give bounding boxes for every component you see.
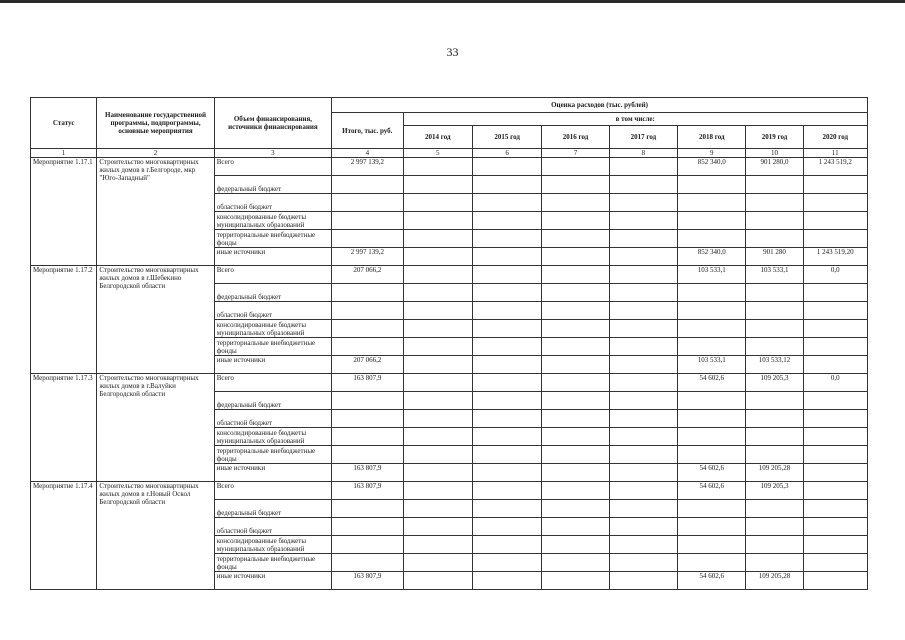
value-total [332,536,403,554]
column-number: 10 [746,149,803,158]
value-year-empty [609,356,677,374]
value-2020 [803,212,867,230]
value-2020 [803,428,867,446]
value-total [332,500,403,518]
value-2019 [746,302,803,320]
value-total [332,176,403,194]
value-total: 163 807,9 [332,572,403,590]
value-2019 [746,212,803,230]
value-year-empty [472,212,541,230]
value-year-empty [403,572,472,590]
financing-source: иные источники [214,464,331,482]
value-2019 [746,410,803,428]
value-year-empty [472,284,541,302]
value-year-empty [609,302,677,320]
header-row-1 [31,98,868,113]
value-year-empty [542,482,609,500]
value-year-empty [542,284,609,302]
value-year-empty [472,572,541,590]
financing-source: консолидированные бюджеты муниципальных образований [214,536,331,554]
financing-source: территориальные внебюджетные фонды [214,554,331,572]
column-number: 6 [472,149,541,158]
header-year: 2014 год [403,126,472,149]
value-total: 2 997 139,2 [332,158,403,176]
value-year-empty [542,212,609,230]
value-year-empty [609,248,677,266]
value-year-empty [472,176,541,194]
value-year-empty [403,374,472,392]
value-total [332,338,403,356]
value-2019: 109 205,28 [746,572,803,590]
header-year: 2018 год [678,126,746,149]
value-total: 163 807,9 [332,464,403,482]
value-2020 [803,464,867,482]
value-year-empty [403,248,472,266]
value-year-empty [403,446,472,464]
value-year-empty [472,554,541,572]
value-2018: 54 602,6 [678,572,746,590]
value-year-empty [542,464,609,482]
value-year-empty [472,266,541,284]
value-total [332,518,403,536]
value-year-empty [472,356,541,374]
value-2020 [803,392,867,410]
value-2019 [746,500,803,518]
value-year-empty [542,374,609,392]
value-year-empty [403,536,472,554]
value-2019 [746,284,803,302]
value-2018: 103 533,1 [678,356,746,374]
financing-source: консолидированные бюджеты муниципальных образований [214,212,331,230]
value-year-empty [542,158,609,176]
value-2020: 1 243 519,20 [803,248,867,266]
value-2020 [803,320,867,338]
value-year-empty [472,230,541,248]
value-year-empty [403,230,472,248]
value-2019 [746,320,803,338]
value-year-empty [403,518,472,536]
value-year-empty [609,374,677,392]
table-body [31,98,868,590]
value-year-empty [542,266,609,284]
value-year-empty [542,194,609,212]
value-year-empty [403,194,472,212]
value-2019: 103 533,1 [746,266,803,284]
value-2018 [678,212,746,230]
value-2019: 901 280 [746,248,803,266]
value-2019: 109 205,3 [746,482,803,500]
value-2020 [803,536,867,554]
value-2020 [803,482,867,500]
value-year-empty [609,518,677,536]
measure-status: Мероприятие 1.17.2 [31,266,97,374]
value-total [332,320,403,338]
value-2020 [803,176,867,194]
column-number: 1 [31,149,97,158]
value-total [332,230,403,248]
value-total [332,410,403,428]
value-year-empty [403,356,472,374]
value-2018 [678,536,746,554]
value-total [332,284,403,302]
financing-source: федеральный бюджет [214,284,331,302]
column-number: 5 [403,149,472,158]
header-row-column-numbers [31,149,868,158]
value-2020 [803,410,867,428]
value-total: 207 066,2 [332,356,403,374]
financing-source: Всего [214,158,331,176]
value-year-empty [609,320,677,338]
value-2020 [803,356,867,374]
value-2020 [803,194,867,212]
value-2020 [803,518,867,536]
value-year-empty [609,482,677,500]
value-year-empty [403,320,472,338]
value-year-empty [542,356,609,374]
value-year-empty [472,482,541,500]
value-2018 [678,302,746,320]
value-2018: 852 340,0 [678,248,746,266]
value-total [332,428,403,446]
value-year-empty [609,230,677,248]
value-year-empty [472,320,541,338]
value-2018 [678,410,746,428]
value-year-empty [472,338,541,356]
value-2019 [746,230,803,248]
value-year-empty [542,392,609,410]
value-2018 [678,338,746,356]
value-2020 [803,500,867,518]
column-number: 9 [678,149,746,158]
value-2020 [803,230,867,248]
financing-source: областной бюджет [214,410,331,428]
financing-source: Всего [214,482,331,500]
financing-source: консолидированные бюджеты муниципальных образований [214,320,331,338]
value-2019 [746,176,803,194]
header-expense-estimate: Оценка расходов (тыс. рублей) [332,98,868,113]
financing-source: Всего [214,374,331,392]
value-2018: 103 533,1 [678,266,746,284]
value-year-empty [609,212,677,230]
value-year-empty [609,392,677,410]
value-year-empty [542,572,609,590]
financing-source: иные источники [214,572,331,590]
table-row [31,482,868,500]
value-year-empty [403,482,472,500]
measure-status: Мероприятие 1.17.1 [31,158,97,266]
value-2020: 0,0 [803,266,867,284]
value-year-empty [542,554,609,572]
value-total [332,554,403,572]
financing-source: иные источники [214,248,331,266]
value-year-empty [403,392,472,410]
value-2018: 852 340,0 [678,158,746,176]
header-status: Статус [31,98,97,149]
measure-name: Строительство многоквартирных жилых домов в г.Белгороде, мкр "Юго-Западный" [97,158,214,266]
value-year-empty [542,248,609,266]
value-year-empty [542,446,609,464]
financing-source: консолидированные бюджеты муниципальных образований [214,428,331,446]
value-2018 [678,194,746,212]
value-total [332,212,403,230]
value-year-empty [609,266,677,284]
value-total: 2 997 139,2 [332,248,403,266]
value-year-empty [609,446,677,464]
value-year-empty [609,338,677,356]
value-2018 [678,230,746,248]
value-total [332,446,403,464]
value-2020 [803,572,867,590]
value-year-empty [542,536,609,554]
value-2019: 109 205,3 [746,374,803,392]
value-year-empty [609,500,677,518]
value-2018 [678,518,746,536]
column-number: 4 [332,149,403,158]
value-year-empty [472,428,541,446]
value-2020 [803,446,867,464]
column-number: 2 [97,149,214,158]
header-program-name: Наименование государственной программы, подпрограммы, основные мероприятия [97,98,214,149]
value-2018: 54 602,6 [678,374,746,392]
measure-status: Мероприятие 1.17.3 [31,374,97,482]
value-year-empty [472,446,541,464]
value-2018 [678,446,746,464]
value-2020: 1 243 519,2 [803,158,867,176]
value-year-empty [403,428,472,446]
financing-source: Всего [214,266,331,284]
value-2020 [803,284,867,302]
value-2018 [678,428,746,446]
table-row [31,266,868,284]
measure-name: Строительство многоквартирных жилых домов в г.Новый Оскол Белгородской области [97,482,214,590]
financing-source: областной бюджет [214,302,331,320]
value-2019: 901 280,0 [746,158,803,176]
value-year-empty [472,194,541,212]
value-year-empty [472,302,541,320]
column-number: 3 [214,149,331,158]
value-year-empty [472,500,541,518]
value-2020 [803,338,867,356]
value-year-empty [403,338,472,356]
value-year-empty [403,554,472,572]
value-year-empty [542,302,609,320]
header-year: 2019 год [746,126,803,149]
column-number: 8 [609,149,677,158]
value-year-empty [609,176,677,194]
header-year: 2020 год [803,126,867,149]
value-year-empty [542,320,609,338]
value-year-empty [403,284,472,302]
value-2019: 109 205,28 [746,464,803,482]
financing-source: территориальные внебюджетные фонды [214,338,331,356]
value-year-empty [472,392,541,410]
value-year-empty [609,572,677,590]
value-2018 [678,176,746,194]
page-number: 33 [446,45,459,59]
financing-source: территориальные внебюджетные фонды [214,230,331,248]
value-2019 [746,518,803,536]
financing-source: федеральный бюджет [214,500,331,518]
column-number: 7 [542,149,609,158]
financing-source: областной бюджет [214,518,331,536]
measure-name: Строительство многоквартирных жилых домов в г.Шебекино Белгородской области [97,266,214,374]
value-2019 [746,536,803,554]
value-year-empty [609,464,677,482]
value-year-empty [403,464,472,482]
value-year-empty [403,302,472,320]
value-year-empty [472,374,541,392]
column-number: 11 [803,149,867,158]
measure-status: Мероприятие 1.17.4 [31,482,97,590]
value-total [332,302,403,320]
value-2019 [746,392,803,410]
value-2018 [678,500,746,518]
value-total: 207 066,2 [332,266,403,284]
value-2018 [678,392,746,410]
value-2018: 54 602,6 [678,464,746,482]
value-2020 [803,554,867,572]
measure-name: Строительство многоквартирных жилых домов в г.Валуйки Белгородской области [97,374,214,482]
value-year-empty [403,212,472,230]
financing-source: иные источники [214,356,331,374]
value-year-empty [609,428,677,446]
value-year-empty [609,536,677,554]
value-year-empty [472,464,541,482]
value-year-empty [609,158,677,176]
value-year-empty [403,176,472,194]
value-year-empty [403,266,472,284]
header-financing: Объем финансирования, источники финансирования [214,98,331,149]
value-year-empty [472,158,541,176]
value-2018: 54 602,6 [678,482,746,500]
value-total: 163 807,9 [332,482,403,500]
financing-source: федеральный бюджет [214,176,331,194]
value-2018 [678,284,746,302]
value-year-empty [472,248,541,266]
table-row [31,158,868,176]
header-total: Итого, тыс. руб. [332,113,403,149]
value-year-empty [472,518,541,536]
value-2019 [746,194,803,212]
value-year-empty [542,410,609,428]
value-2019: 103 533,12 [746,356,803,374]
header-year: 2017 год [609,126,677,149]
value-year-empty [609,410,677,428]
value-2019 [746,554,803,572]
value-2018 [678,320,746,338]
value-year-empty [403,158,472,176]
value-total [332,392,403,410]
expenditure-table [30,97,868,590]
value-year-empty [542,230,609,248]
value-2019 [746,446,803,464]
value-2020 [803,302,867,320]
financing-source: территориальные внебюджетные фонды [214,446,331,464]
value-total [332,194,403,212]
value-year-empty [403,500,472,518]
value-year-empty [472,536,541,554]
value-2019 [746,338,803,356]
scan-top-edge [0,0,905,3]
header-year: 2015 год [472,126,541,149]
value-year-empty [609,554,677,572]
header-including: в том числе: [403,113,867,126]
value-year-empty [609,284,677,302]
financing-source: федеральный бюджет [214,392,331,410]
value-year-empty [609,194,677,212]
header-year: 2016 год [542,126,609,149]
value-year-empty [542,518,609,536]
value-2019 [746,428,803,446]
value-total: 163 807,9 [332,374,403,392]
value-year-empty [472,410,541,428]
value-2018 [678,554,746,572]
value-year-empty [542,338,609,356]
table-row [31,374,868,392]
value-2020: 0,0 [803,374,867,392]
value-year-empty [542,176,609,194]
value-year-empty [542,428,609,446]
value-year-empty [403,410,472,428]
financing-source: областной бюджет [214,194,331,212]
value-year-empty [542,500,609,518]
